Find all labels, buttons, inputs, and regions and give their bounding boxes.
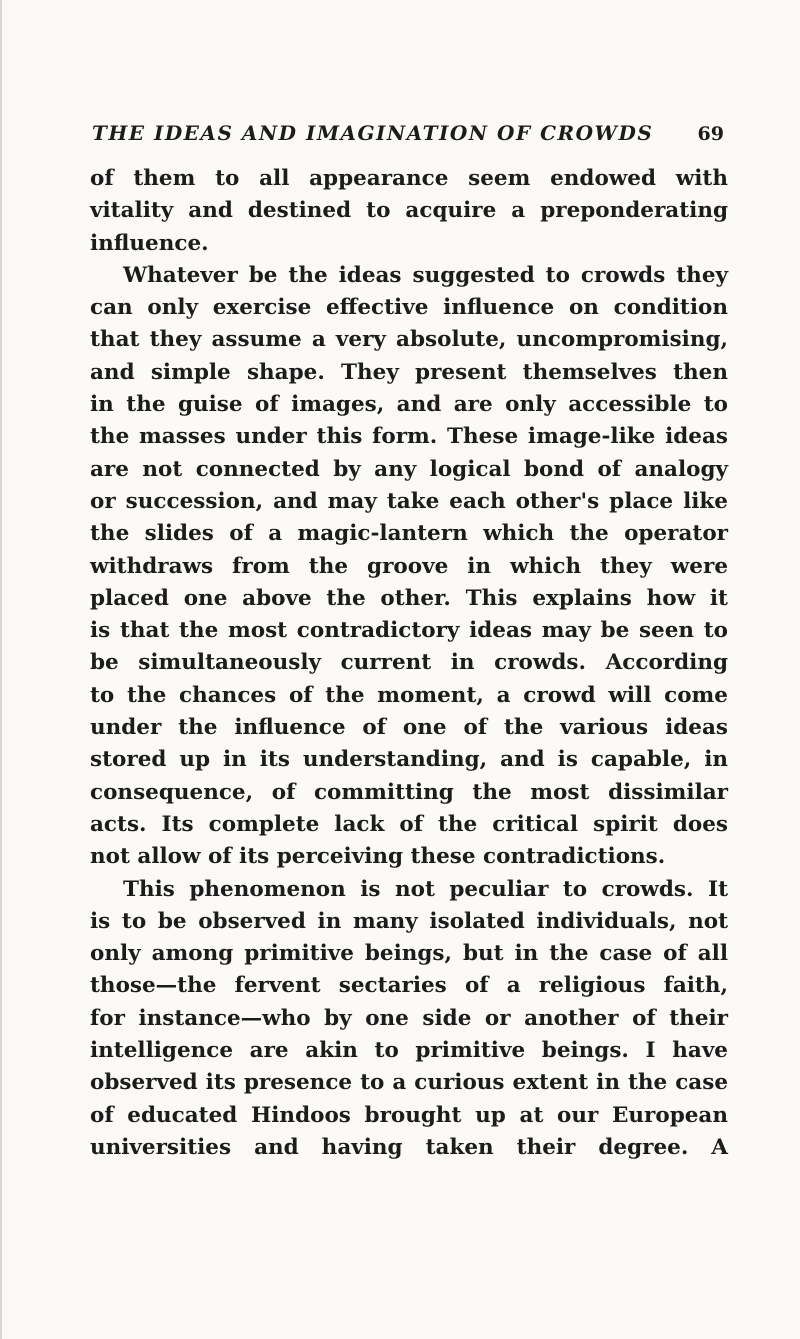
text-line: and simple shape. They present themselves then: [90, 359, 728, 385]
book-page: [90, 118, 728, 1164]
text-line: withdraws from the groove in which they were: [90, 553, 728, 579]
paragraph-2: [90, 260, 728, 874]
text-line: intelligence are akin to primitive beings. I have: [90, 1038, 728, 1064]
text-line: the slides of a magic-lantern which the operator: [90, 521, 728, 547]
text-line: stored up in its understanding, and is capable, in: [90, 747, 728, 773]
text-line: or succession, and may take each other's place like: [90, 488, 728, 514]
text-line: of them to all appearance seem endowed with: [90, 166, 728, 191]
text-line: universities and having taken their degree. A: [90, 1134, 728, 1160]
text-line: This phenomenon is not peculiar to crowds. It: [123, 876, 728, 902]
text-line: the masses under this form. These image-like ideas: [90, 424, 728, 450]
text-line: are not connected by any logical bond of analogy: [90, 456, 728, 482]
text-line: not allow of its perceiving these contradictions.: [90, 844, 666, 870]
text-line: those—the fervent sectaries of a religious faith,: [90, 973, 728, 999]
text-line: Whatever be the ideas suggested to crowds they: [123, 262, 728, 288]
text-line: that they assume a very absolute, uncompromising,: [90, 327, 728, 353]
text-line: can only exercise effective influence on condition: [90, 295, 728, 321]
text-line: under the influence of one of the various ideas: [90, 715, 728, 741]
text-line: influence.: [90, 230, 209, 256]
text-line: of educated Hindoos brought up at our European: [90, 1102, 728, 1128]
text-line: for instance—who by one side or another of their: [90, 1005, 728, 1031]
text-line: to the chances of the moment, a crowd will come: [90, 682, 728, 708]
text-line: vitality and destined to acquire a preponderating: [90, 198, 728, 224]
running-title: THE IDEAS AND IMAGINATION OF CROWDS: [92, 121, 654, 145]
text-line: is that the most contradictory ideas may be seen to: [90, 618, 728, 644]
page-number: 69: [697, 123, 724, 145]
text-line: placed one above the other. This explains how it: [90, 585, 728, 611]
text-line: acts. Its complete lack of the critical spirit does: [90, 811, 728, 837]
scan-edge: [0, 0, 2, 1339]
text-line: observed its presence to a curious extent in the case: [90, 1070, 728, 1096]
text-line: only among primitive beings, but in the case of all: [90, 941, 728, 967]
text-line: be simultaneously current in crowds. According: [90, 650, 728, 676]
text-line: in the guise of images, and are only accessible to: [90, 392, 728, 418]
body-text: [90, 163, 728, 1164]
paragraph-3: [90, 874, 728, 1165]
text-line: consequence, of committing the most dissimilar: [90, 779, 728, 805]
running-head: [92, 118, 728, 149]
paragraph-1: [90, 163, 728, 260]
text-line: is to be observed in many isolated individuals, not: [90, 908, 728, 934]
